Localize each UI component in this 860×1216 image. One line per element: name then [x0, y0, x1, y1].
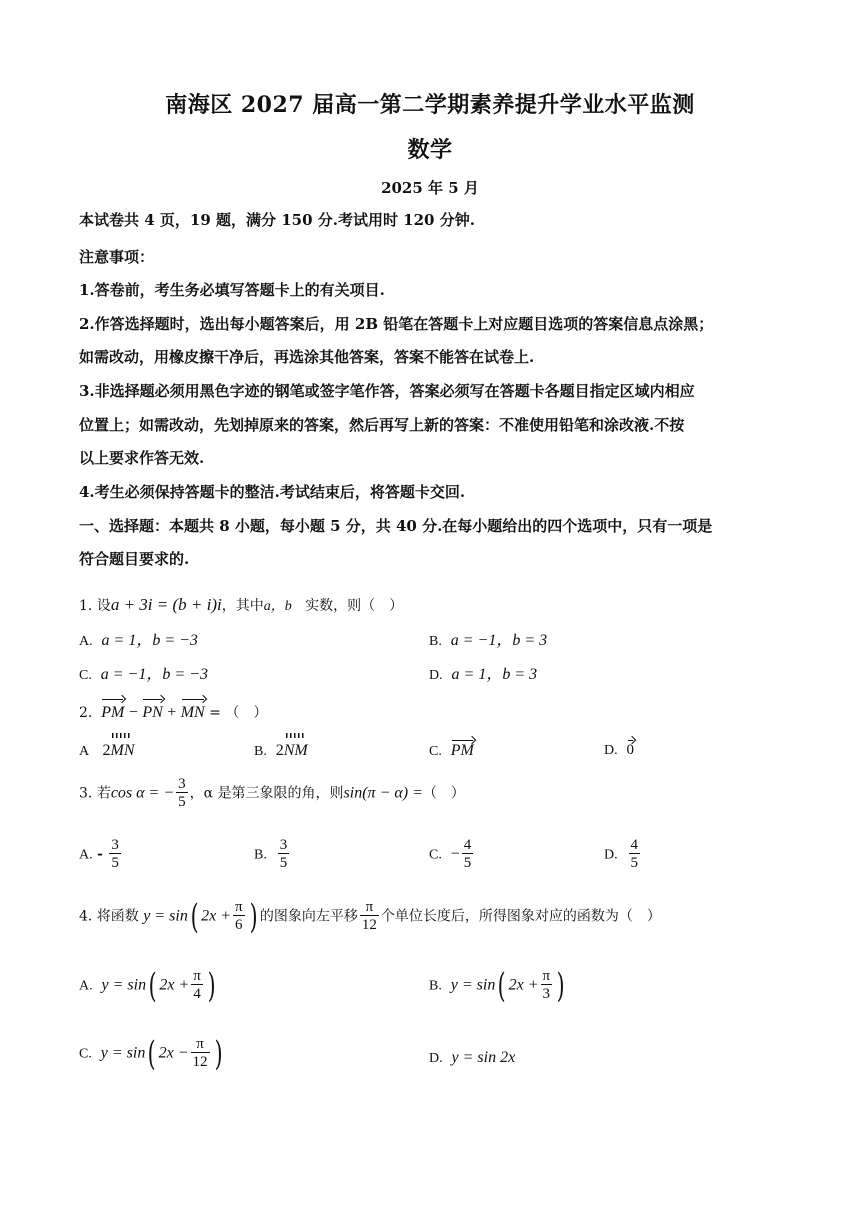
notice-2-line1: 2.作答选择题时，选出每小题答案后，用 2B 铅笔在答题卡上对应题目选项的答案信息点涂黑； — [79, 315, 714, 333]
question-text: 设 — [96, 598, 111, 614]
equation-rhs: (b + i)i — [172, 595, 222, 614]
vector-mn: MN — [181, 701, 205, 725]
question-number: 4. — [79, 908, 93, 925]
option-vector: 0 — [626, 742, 635, 758]
option-label: A. — [79, 847, 93, 863]
section-1-heading-line2: 符合题目要求的. — [79, 550, 190, 568]
question-number: 3. — [79, 785, 93, 802]
notice-2-line2: 如需改动，用橡皮擦干净后，再选涂其他答案，答案不能答在试卷上. — [79, 348, 535, 366]
question-1-option-b[interactable] — [429, 627, 547, 650]
question-text: ，其中 — [221, 598, 264, 614]
option-label: D. — [604, 743, 618, 758]
question-text: （ ） — [422, 785, 465, 802]
question-text: 若 — [96, 785, 111, 802]
option-label: D. — [429, 668, 443, 683]
function-inner: 2x + — [201, 907, 232, 925]
option-lhs: y = sin 2x — [451, 1049, 516, 1066]
question-text: = （ ） — [209, 705, 268, 721]
question-1-option-c[interactable] — [79, 661, 208, 684]
option-vector: PM — [450, 742, 474, 759]
option-fraction: $\frac{4}{5}$ — [463, 837, 472, 871]
option-label: D. — [429, 1051, 443, 1066]
question-text: 的图象向左平移 — [259, 908, 358, 925]
notice-3-line1: 3.非选择题必须用黑色字迹的钢笔或签字笔作答，答案必须写在答题卡各题目指定区域内相应 — [79, 382, 695, 400]
question-2-stem — [79, 701, 267, 725]
fraction: $\frac{\pi}{6}$ — [235, 899, 243, 933]
notice-3-line2: 位置上；如需改动，先划掉原来的答案，然后再写上新的答案：不准使用铅笔和涂改液.不按 — [79, 416, 685, 434]
option-vector: MN — [110, 742, 134, 760]
option-fraction: $\frac{\pi}{3}$ — [542, 968, 551, 1002]
option-lhs: y = sin — [101, 976, 147, 994]
question-3-stem — [79, 776, 465, 811]
sin-expression: sin(π − α) = — [343, 784, 423, 802]
question-1-stem — [79, 592, 403, 620]
operator: − — [128, 704, 138, 721]
option-fraction: $\frac{3}{5}$ — [279, 837, 288, 871]
question-2-option-d[interactable] — [604, 742, 634, 759]
option-fraction: $\frac{\pi}{12}$ — [192, 1036, 208, 1070]
option-lhs: y = sin — [450, 976, 496, 994]
option-text: a = 1，b = −3 — [101, 632, 198, 649]
exam-date: 2025 年 5 月 — [381, 179, 479, 197]
notice-3-line3: 以上要求作答无效. — [79, 449, 205, 467]
notice-heading: 注意事项： — [79, 248, 155, 266]
question-number: 2. — [79, 705, 93, 721]
option-fraction: $\frac{3}{5}$ — [111, 837, 119, 871]
question-3-option-b[interactable] — [254, 837, 291, 872]
exam-title: 南海区 2027 届高一第二学期素养提升学业水平监测 — [165, 92, 695, 118]
vector-pm: PM — [101, 701, 124, 725]
cos-expression: cos α = − — [110, 784, 175, 802]
vector-pn: PN — [142, 701, 162, 725]
variables: a，b — [263, 599, 292, 614]
option-vector: NM — [284, 742, 308, 760]
option-label: C. — [79, 668, 92, 683]
option-inner: 2x + — [159, 976, 190, 994]
equation-lhs: a + 3i = — [110, 595, 173, 614]
notice-4: 4.考生必须保持答题卡的整洁.考试结束后，将答题卡交回. — [79, 483, 466, 501]
option-label: C. — [429, 847, 442, 863]
question-3-option-d[interactable] — [604, 837, 642, 872]
question-number: 1. — [79, 598, 93, 614]
option-label: A. — [79, 634, 93, 649]
option-lhs: y = sin — [100, 1044, 146, 1062]
option-text: a = −1，b = 3 — [450, 632, 548, 649]
option-label: A. — [79, 978, 93, 994]
option-fraction: $\frac{4}{5}$ — [630, 837, 639, 871]
question-4-option-a[interactable]: A. y = sin( 2x + $\frac{\pi}{4}$ ) — [79, 965, 216, 1006]
question-text: 将函数 — [96, 908, 139, 925]
exam-summary: 本试卷共 4 页，19 题，满分 150 分.考试用时 120 分钟. — [79, 211, 475, 229]
question-2-option-a[interactable] — [79, 742, 134, 760]
question-1-option-d[interactable] — [429, 661, 537, 684]
option-inner: 2x − — [158, 1044, 189, 1062]
function-lhs: y = sin — [143, 907, 188, 925]
option-sign: - — [97, 846, 103, 863]
option-fraction: $\frac{\pi}{4}$ — [193, 968, 201, 1002]
option-label: B. — [254, 744, 267, 759]
question-4-stem: 4. 将函数 y = sin( 2x + $\frac{\pi}{6}$ ) 的图象向左平移 $\frac{\pi}{12}$ 个单位长度后，所得图象对应的函数为（ ） — [79, 896, 661, 937]
shift-fraction: $\frac{\pi}{12}$ — [361, 899, 377, 933]
question-2-option-c[interactable] — [429, 742, 474, 760]
notice-1: 1.答卷前，考生务必填写答题卡上的有关项目. — [79, 281, 385, 299]
section-1-heading-line1: 一、选择题：本题共 8 小题，每小题 5 分，共 40 分.在每小题给出的四个选项中，只有一项是 — [79, 517, 713, 535]
option-sign: − — [450, 845, 460, 863]
option-label: C. — [429, 744, 442, 759]
option-coef: 2 — [102, 742, 111, 759]
option-text: a = 1，b = 3 — [451, 666, 538, 683]
question-3-option-a[interactable] — [79, 837, 123, 872]
question-text: 实数，则（ ） — [305, 598, 404, 614]
question-4-option-b[interactable]: B. y = sin( 2x + $\frac{\pi}{3}$ ) — [429, 965, 565, 1006]
question-1-option-a[interactable] — [79, 627, 198, 650]
option-coef: 2 — [275, 742, 284, 759]
option-label: D. — [604, 847, 618, 863]
subject-title: 数学 — [407, 137, 453, 163]
option-label: B. — [429, 634, 442, 649]
question-4-option-d[interactable] — [429, 1049, 515, 1067]
question-text: ，α 是第三象限的角，则 — [189, 785, 344, 802]
question-2-option-b[interactable] — [254, 742, 308, 760]
fraction: $\frac{3}{5}$ — [178, 776, 186, 810]
option-inner: 2x + — [508, 976, 539, 994]
option-label: B. — [254, 847, 267, 863]
question-3-option-c[interactable] — [429, 837, 475, 872]
operator: + — [167, 704, 177, 721]
question-text: 个单位长度后，所得图象对应的函数为（ ） — [380, 908, 661, 925]
option-label: A — [79, 744, 90, 759]
option-label: B. — [429, 978, 442, 994]
option-text: a = −1，b = −3 — [100, 666, 208, 683]
question-4-option-c[interactable]: C. y = sin( 2x − $\frac{\pi}{12}$ ) — [79, 1033, 223, 1074]
option-label: C. — [79, 1046, 92, 1062]
